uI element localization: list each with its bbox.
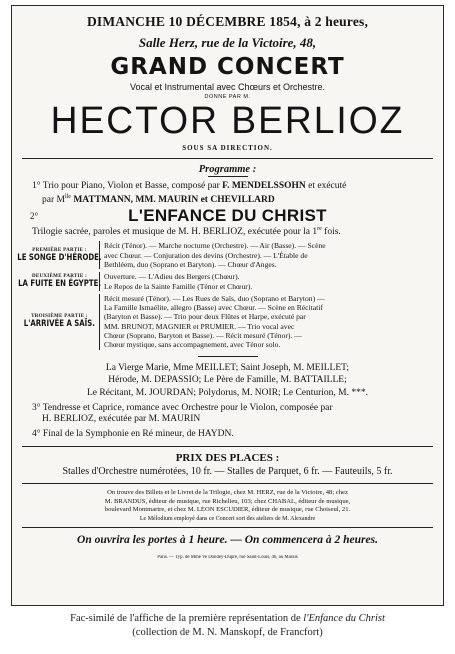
part-3-number: TROISIÈME PARTIE : (31, 314, 88, 320)
part-2-block (18, 272, 433, 291)
part-1-title: LE SONGE D'HÉRODE. (17, 252, 102, 263)
part-1-line: avec Chœur. — Conjuration des devins (Orchestre). — L'Étable de (104, 250, 308, 260)
part-3-block (22, 294, 433, 350)
caption-text: Fac-similé de l'affiche de la première représentation de (70, 613, 304, 624)
programme-heading: Programme : (198, 164, 257, 175)
enfance-du-christ-title: L'ENFANCE DU CHRIST (128, 206, 327, 226)
image-caption (0, 612, 455, 640)
part-3-line: (Baryton et Basse). — Trio pour deux Flûtes et Harpe, exécuté par (104, 312, 306, 322)
programme-item-2-title-row (22, 206, 433, 224)
concert-date: DIMANCHE 10 DÉCEMBRE 1854, à 2 heures, (86, 14, 369, 29)
ticket-info-line: On trouve des Billets et le Livret de la Trilogie, chez M. HERZ, rue de la Victoire, 48; chez (107, 489, 348, 497)
programme-item-1-line-1 (22, 181, 433, 192)
concert-poster (11, 5, 444, 606)
divider (22, 158, 433, 159)
part-2-number: DEUXIÈME PARTIE : (31, 274, 88, 279)
concert-subtitle: Vocal et Instrumental avec Chœurs et Orchestre. (129, 82, 326, 92)
cast-list (22, 362, 433, 400)
part-3-line: La Famille Ismaélite, allegro (Basse) avec Chœur. — Scène en Récitatif (104, 303, 323, 313)
door-times: On ouvrira les portes à 1 heure. — On commencera à 2 heures. (77, 534, 378, 547)
divider (22, 446, 433, 447)
part-1-block (17, 241, 433, 269)
melodium-note: Le Mélodium employé dans ce Concert sort des ateliers de M. Alexandre (139, 515, 316, 522)
caption-line-2: (collection de M. N. Manskopf, de Francfort) (132, 627, 323, 638)
cast-line: Hérode, M. DEPASSIO; Le Père de Famille, M. BATTAILLE; (108, 375, 347, 386)
part-1-line: Bethléem, duo (Soprano et Baryton). — Chœur d'Anges. (104, 259, 277, 269)
item-1-text-end: et exécuté (308, 181, 347, 191)
mendelssohn-name: F. MENDELSSOHN (222, 181, 306, 191)
part-1-label (17, 241, 102, 269)
part-2-label (18, 272, 101, 291)
donne-par-label: DONNÉ PAR M. (204, 94, 251, 100)
ticket-info (22, 489, 433, 523)
composer-name: HECTOR BERLIOZ (50, 101, 405, 141)
item-1-performers-sup: lle (64, 194, 71, 200)
item-2-subtitle-end: fois. (324, 227, 341, 238)
part-1-number: PREMIÈRE PARTIE : (32, 247, 87, 253)
programme-item-3-line-1: 3° Tendresse et Caprice, romance avec Orchestre pour le Violon, composée par (32, 403, 333, 414)
part-3-title: L'ARRIVÉE A SAÏS. (23, 319, 96, 330)
part-3-line: Chœur mystique, sans accompagnement, avec Ténor solo. (104, 340, 281, 350)
part-3-label (22, 294, 100, 350)
ticket-info-line: boulevard Montmartre, et chez M. LÉON ESCUDIER, éditeur de musique, rue Choiseul, 21. (104, 506, 351, 514)
ticket-info-line: M. BRANDUS, éditeur de musique, rue Richelieu, 103; chez CHABAL, éditeur de musique, (104, 497, 351, 505)
programme-item-2-subtitle (22, 224, 433, 238)
programme-item-1-line-2 (22, 192, 433, 206)
caption-work-title: l'Enfance du Christ (303, 613, 385, 624)
part-2-description (100, 272, 433, 291)
programme-item-4: 4° Final de la Symphonie en Ré mineur, de HAYDN. (32, 429, 234, 440)
item-1-performers: MATTMANN, MM. MAURIN et CHEVILLARD (73, 195, 275, 206)
item-2-number: 2° (30, 211, 39, 222)
part-3-line: Récit mesuré (Ténor). — Les Rues de Saïs, duo (Soprano et Baryton) — (104, 293, 325, 303)
printer-imprint: Paris. — Typ. de Mme Ve Dondey-Dupré, rue Saint-Louis, 46, au Marais (157, 555, 298, 561)
item-1-text: 1° Trio pour Piano, Violon et Basse, composé par (32, 181, 220, 191)
prices-line: Stalles d'Orchestre numérotées, 10 fr. — Stalles de Parquet, 6 fr. — Fauteuils, 5 fr. (62, 466, 393, 478)
divider (198, 356, 258, 357)
sous-direction-label: SOUS SA DIRECTION. (182, 144, 273, 152)
prices-heading: PRIX DES PLACES : (175, 452, 280, 465)
caption-line-1 (70, 613, 385, 624)
part-2-line: Le Repos de la Sainte Famille (Ténor et Chœur). (104, 281, 253, 291)
item-2-subtitle-text: Trilogie sacrée, paroles et musique de M. H. BERLIOZ, exécutée pour la 1 (32, 227, 318, 238)
part-3-line: Chœur (Soprano, Baryton et Basse). — Récit mesuré (Ténor). — (104, 330, 302, 340)
divider (208, 176, 248, 177)
part-1-description (100, 241, 433, 269)
divider (22, 483, 433, 484)
grand-concert-title: GRAND CONCERT (110, 54, 345, 80)
part-3-description (100, 294, 433, 350)
concert-venue: Salle Herz, rue de la Victoire, 48, (138, 35, 317, 50)
cast-line: La Vierge Marie, Mme MEILLET; Saint Joseph, M. MEILLET; (105, 362, 350, 373)
cast-line: Le Récitant, M. JOURDAN; Polydorus, M. NOIR; Le Centurion, M. ***. (86, 387, 369, 398)
part-1-line: Récit (Ténor). — Marche nocturne (Orchestre). — Air (Basse). — Scène (104, 241, 326, 251)
divider (22, 527, 433, 528)
part-3-line: MM. BRUNOT, MAGNIER et PRUMIER. — Trio vocal avec (104, 321, 295, 331)
part-2-title: LA FUITE EN ÉGYPTE. (18, 279, 101, 289)
programme-item-3-line-2: H. BERLIOZ, exécutée par M. MAURIN (42, 414, 201, 425)
part-2-line: Ouverture. — L'Adieu des Bergers (Chœur). (104, 272, 240, 282)
item-2-subtitle-sup: re (317, 226, 322, 233)
item-1-performers-prefix: par M (42, 195, 65, 206)
